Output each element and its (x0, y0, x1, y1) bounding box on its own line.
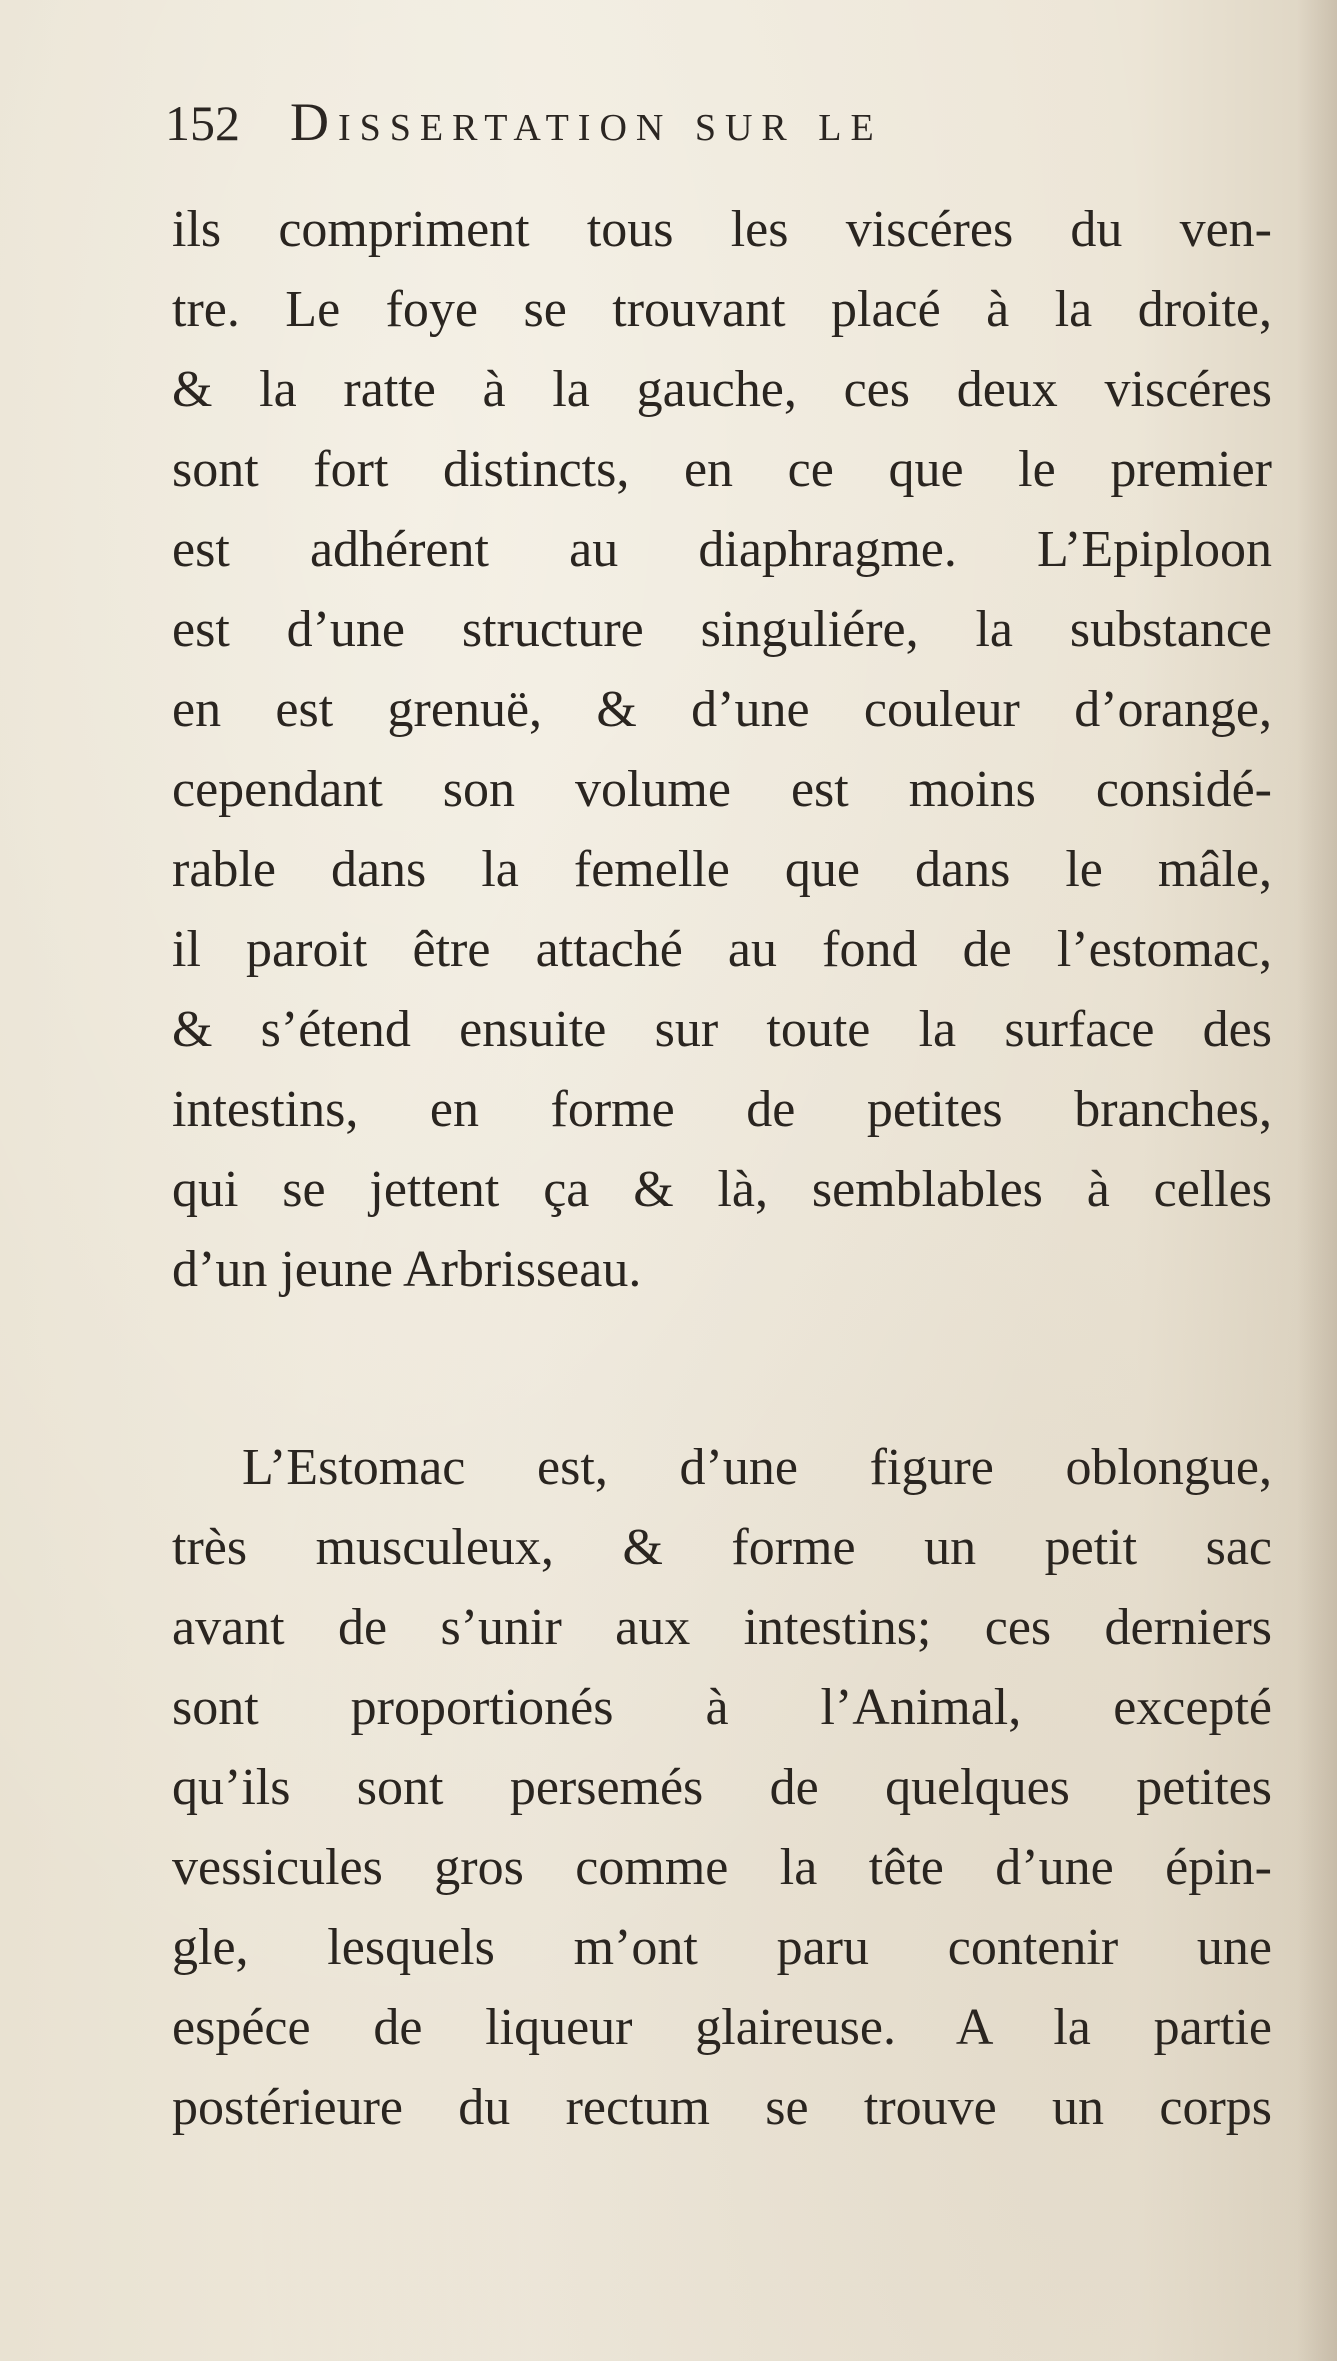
page-number: 152 (165, 95, 240, 151)
paragraph-gap (172, 1310, 1272, 1428)
text-line: L’Estomac est, d’une figure oblongue, (242, 1439, 1272, 1496)
text-line: & la ratte à la gauche, ces deux viscéres (172, 361, 1272, 418)
running-header (165, 92, 1165, 152)
page-edge-shadow (1297, 0, 1337, 2361)
text-line: il paroit être attaché au fond de l’estomac, (172, 921, 1272, 978)
text-line: ils compriment tous les viscéres du ven- (172, 201, 1272, 258)
text-line: postérieure du rectum se trouve un corps (172, 2079, 1272, 2136)
text-line: est adhérent au diaphragme. L’Epiploon (172, 521, 1272, 578)
text-line: très musculeux, & forme un petit sac (172, 1519, 1272, 1576)
text-line: avant de s’unir aux intestins; ces derniers (172, 1599, 1272, 1656)
text-line: gle, lesquels m’ont paru contenir une (172, 1919, 1272, 1976)
text-line: rable dans la femelle que dans le mâle, (172, 841, 1272, 898)
text-line: sont proportionés à l’Animal, excepté (172, 1679, 1272, 1736)
running-title: Dissertation sur le (290, 92, 883, 152)
text-line: qui se jettent ça & là, semblables à celles (172, 1161, 1272, 1218)
text-line: vessicules gros comme la tête d’une épin- (172, 1839, 1272, 1896)
text-line: intestins, en forme de petites branches, (172, 1081, 1272, 1138)
text-line: d’un jeune Arbrisseau. (172, 1241, 642, 1298)
text-line: tre. Le foye se trouvant placé à la droite, (172, 281, 1272, 338)
text-line: espéce de liqueur glaireuse. A la partie (172, 1999, 1272, 2056)
text-line: est d’une structure singuliére, la substance (172, 601, 1272, 658)
text-line: sont fort distincts, en ce que le premier (172, 441, 1272, 498)
text-line: cependant son volume est moins considé- (172, 761, 1272, 818)
text-line: & s’étend ensuite sur toute la surface des (172, 1001, 1272, 1058)
body-text (172, 190, 1272, 2148)
paragraph-1 (172, 190, 1272, 1310)
paragraph-2 (172, 1428, 1272, 2148)
text-line: qu’ils sont persemés de quelques petites (172, 1759, 1272, 1816)
text-line: en est grenuë, & d’une couleur d’orange, (172, 681, 1272, 738)
